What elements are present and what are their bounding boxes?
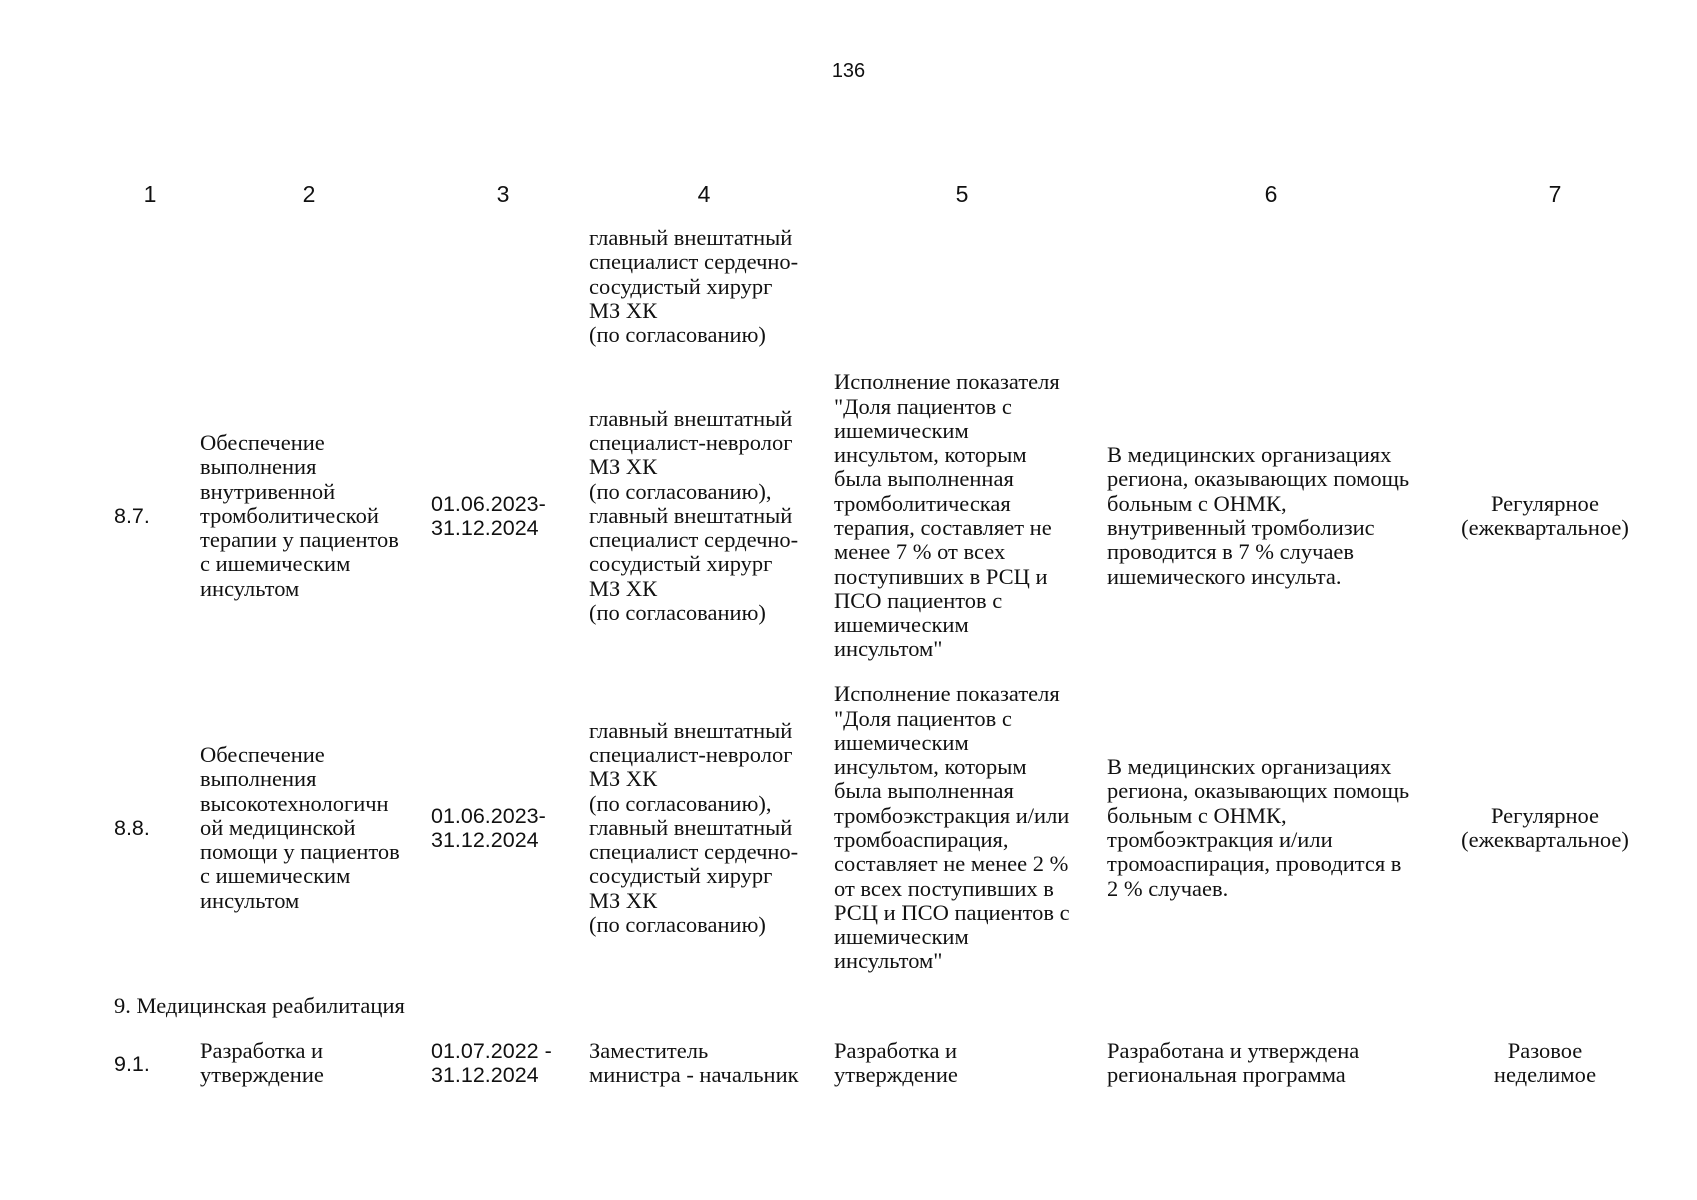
measure-name-cell: Обеспечение выполнения высокотехнологичн ой медицинской помощи у пациентов с ишемическим инсультом	[200, 741, 400, 913]
measure-name-cell: Разработка и утверждение	[200, 1038, 324, 1088]
row-number-cell: 9.1.	[114, 1051, 150, 1076]
column-header-7: 7	[1548, 181, 1562, 207]
column-header-4: 4	[697, 181, 711, 207]
result-cell: В медицинских организациях региона, оказывающих помощь больным с ОНМК, тромбоэктракция и/или тромоаспирация, проводится в 2 % случаев.	[1107, 754, 1410, 901]
column-header-5: 5	[955, 181, 969, 207]
indicator-cell: Разработка и утверждение	[834, 1038, 958, 1088]
responsible-cell: Заместитель министра - начальник	[589, 1038, 799, 1088]
column-header-1: 1	[143, 181, 157, 207]
measure-type-cell: Регулярное (ежеквартальное)	[1461, 802, 1629, 852]
column-header-3: 3	[496, 181, 510, 207]
measure-type-cell: Разовое неделимое	[1493, 1038, 1597, 1088]
result-cell: В медицинских организациях региона, оказывающих помощь больным с ОНМК, внутривенный тромболизис проводится в 7 % случаев ишемического инсульта.	[1107, 442, 1410, 589]
result-cell: Разработана и утверждена региональная программа	[1107, 1038, 1360, 1088]
responsible-cell: главный внештатный специалист-невролог МЗ ХК (по согласованию), главный внештатный специалист сердечно- сосудистый хирург МЗ ХК (по согласованию)	[589, 717, 799, 938]
indicator-cell: Исполнение показателя "Доля пациентов с ишемическим инсультом, которым была выполненная тромболитическая терапия, составляет не менее 7 % от всех поступивших в РСЦ и ПСО пациентов с ишемическим инсультом"	[834, 369, 1060, 662]
dates-cell: 01.06.2023- 31.12.2024	[431, 491, 546, 540]
dates-cell: 01.07.2022 - 31.12.2024	[431, 1039, 552, 1088]
row-number-cell: 8.8.	[114, 815, 150, 840]
continuation-responsible-cell: главный внештатный специалист сердечно- сосудистый хирург МЗ ХК (по согласованию)	[589, 225, 799, 348]
page-number: 136	[831, 60, 866, 82]
column-header-2: 2	[302, 181, 316, 207]
measure-type-cell: Регулярное (ежеквартальное)	[1461, 490, 1629, 540]
indicator-cell: Исполнение показателя "Доля пациентов с ишемическим инсультом, которым была выполненная тромбоэкстракция и/или тромбоаспирация, составляет не менее 2 % от всех поступивших в РСЦ и ПСО пациентов с ишемическим инсультом"	[834, 681, 1070, 974]
responsible-cell: главный внештатный специалист-невролог МЗ ХК (по согласованию), главный внештатный специалист сердечно- сосудистый хирург МЗ ХК (по согласованию)	[589, 405, 799, 626]
row-number-cell: 8.7.	[114, 503, 150, 528]
section-title: 9. Медицинская реабилитация	[114, 993, 405, 1018]
dates-cell: 01.06.2023- 31.12.2024	[431, 803, 546, 852]
measure-name-cell: Обеспечение выполнения внутривенной тромболитической терапии у пациентов с ишемическим инсультом	[200, 429, 399, 601]
column-header-6: 6	[1264, 181, 1278, 207]
